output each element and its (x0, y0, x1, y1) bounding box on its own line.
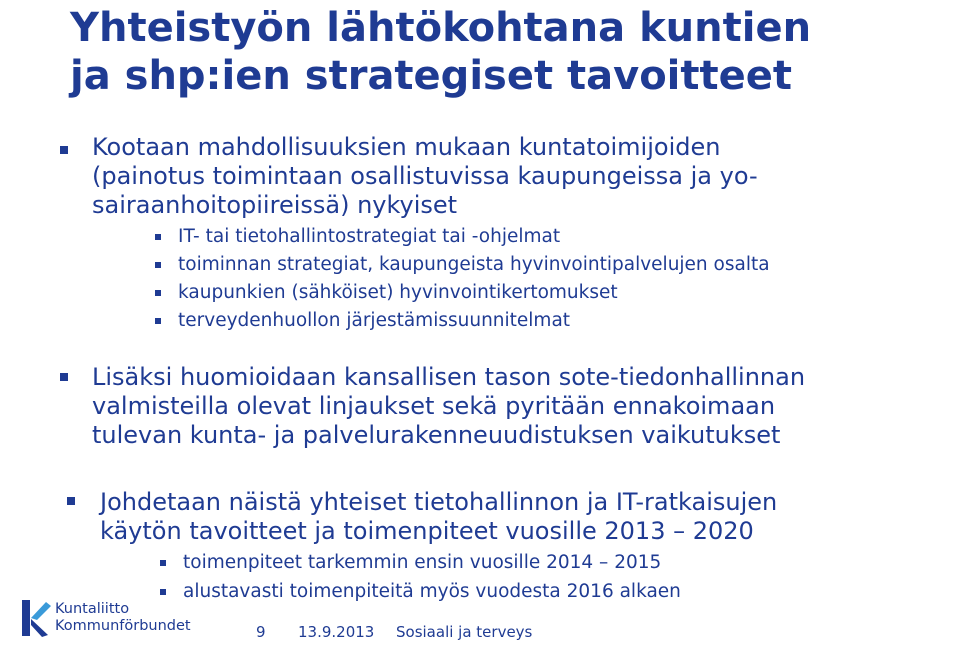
page-number: 9 (256, 623, 266, 641)
sub-bullet-square-icon (160, 560, 166, 566)
bullet-square-icon (60, 146, 68, 154)
bullet-text-3: Johdetaan näistä yhteiset tietohallinnon ja IT-ratkaisujen käytön tavoitteet ja toimenpiteet vuosille 2013 – 2020 (100, 488, 778, 545)
footer-topic: Sosiaali ja terveys (396, 623, 533, 641)
sub-bullet-square-icon (160, 589, 166, 595)
sub-bullet-square-icon (155, 262, 161, 268)
bullet-text-2: Lisäksi huomioidaan kansallisen tason sote-tiedonhallinnan valmisteilla olevat linjaukset sekä pyritään ennakoimaan tulevan kunta- ja palvelurakenneuudistuksen vaikutukset (92, 363, 806, 449)
kuntaliitto-logo-icon (18, 598, 52, 638)
logo-wordmark (55, 601, 191, 635)
sub-bullet-text: kaupunkien (sähköiset) hyvinvointikertomukset (178, 282, 618, 303)
logo-line-2: Kommunförbundet (55, 618, 191, 634)
title-line-1: Yhteistyön lähtökohtana kuntien (70, 5, 812, 51)
sub-bullet-text: toiminnan strategiat, kaupungeista hyvinvointipalvelujen osalta (178, 254, 770, 275)
sub-bullet-text: terveydenhuollon järjestämissuunnitelmat (178, 310, 571, 331)
sub-bullet-square-icon (155, 290, 161, 296)
bullet-square-icon (67, 497, 75, 505)
footer-date: 13.9.2013 (298, 623, 375, 641)
sub-bullet-text: toimenpiteet tarkemmin ensin vuosille 2014 – 2015 (183, 552, 662, 573)
sub-bullet-square-icon (155, 318, 161, 324)
sub-bullet-text: IT- tai tietohallintostrategiat tai -ohjelmat (178, 226, 561, 247)
title-line-2: ja shp:ien strategiset tavoitteet (70, 53, 793, 99)
sub-bullet-text: alustavasti toimenpiteitä myös vuodesta 2016 alkaen (183, 581, 681, 602)
sub-bullet-square-icon (155, 234, 161, 240)
bullet-square-icon (60, 373, 68, 381)
slide-title (70, 4, 950, 100)
logo-line-1: Kuntaliitto (55, 601, 130, 617)
bullet-text-1: Kootaan mahdollisuuksien mukaan kuntatoimijoiden (painotus toimintaan osallistuvissa kaupungeissa ja yo- sairaanhoitopiireissä) nykyiset (92, 133, 758, 219)
